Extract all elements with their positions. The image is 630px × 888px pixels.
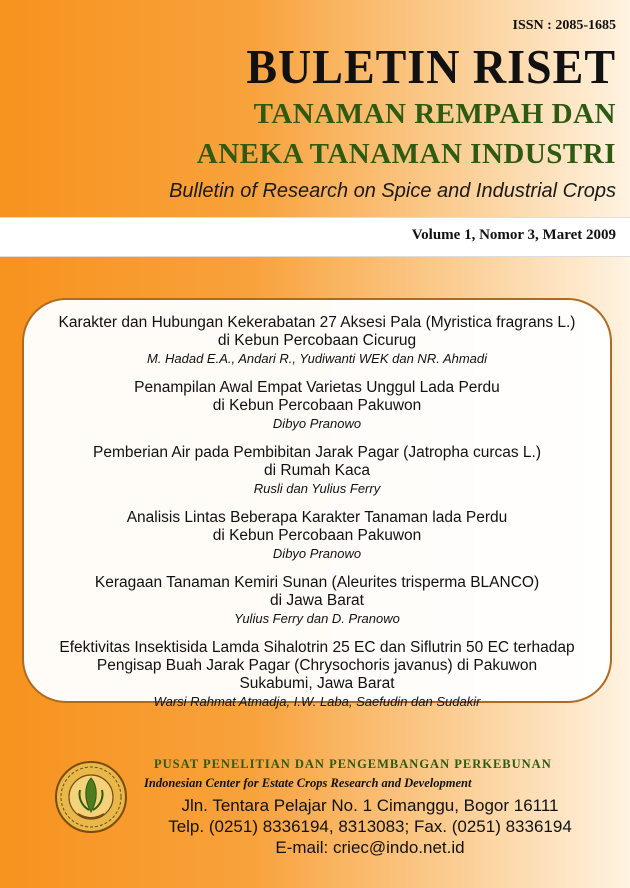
article-authors: Yulius Ferry dan D. Pranowo <box>234 611 400 626</box>
article-title-line: Karakter dan Hubungan Kekerabatan 27 Aksesi Pala (Myristica fragrans L.) <box>58 314 576 331</box>
article-title-line: di Rumah Kaca <box>264 462 370 479</box>
ministry-of-agriculture-emblem-icon <box>54 760 128 834</box>
journal-subtitle: Bulletin of Research on Spice and Industrial Crops <box>169 180 616 202</box>
article-title-line: Sukabumi, Jawa Barat <box>239 675 395 692</box>
organization-name: PUSAT PENELITIAN DAN PENGEMBANGAN PERKEBUNAN <box>154 757 552 771</box>
organization-address: Jln. Tentara Pelajar No. 1 Cimanggu, Bogor 16111 <box>181 796 559 815</box>
issn-label: ISSN : 2085-1685 <box>512 18 616 33</box>
article-title-line: di Kebun Percobaan Pakuwon <box>212 527 422 544</box>
organization-email: E-mail: criec@indo.net.id <box>275 838 465 857</box>
article-title-line: Pengisap Buah Jarak Pagar (Chrysochoris javanus) di Pakuwon <box>96 657 538 674</box>
article-title-line: Efektivitas Insektisida Lamda Sihalotrin 25 EC dan Siflutrin 50 EC terhadap <box>59 639 575 656</box>
organization-name-english: Indonesian Center for Estate Crops Research and Development <box>144 776 472 790</box>
article-title-line: Analisis Lintas Beberapa Karakter Tanaman lada Perdu <box>126 509 508 526</box>
journal-title-line2: TANAMAN REMPAH DAN <box>253 98 616 130</box>
article-title-line: di Kebun Percobaan Cicurug <box>217 332 417 349</box>
article-list <box>24 314 610 722</box>
article-title-line: Pemberian Air pada Pembibitan Jarak Pagar (Jatropha curcas L.) <box>92 444 541 461</box>
volume-band <box>0 217 630 257</box>
article-authors: Dibyo Pranowo <box>272 546 362 561</box>
table-of-contents <box>22 298 612 709</box>
article-authors: Dibyo Pranowo <box>272 416 362 431</box>
article-item <box>24 444 610 497</box>
article-item <box>24 509 610 562</box>
volume-info: Volume 1, Nomor 3, Maret 2009 <box>411 227 616 243</box>
article-item <box>24 314 610 367</box>
article-title-line: di Kebun Percobaan Pakuwon <box>212 397 422 414</box>
article-title-line: Keragaan Tanaman Kemiri Sunan (Aleurites trisperma BLANCO) <box>94 574 540 591</box>
article-item <box>24 574 610 627</box>
journal-title-line3: ANEKA TANAMAN INDUSTRI <box>196 138 616 170</box>
journal-title: BULETIN RISET <box>246 39 616 94</box>
article-title-line: Penampilan Awal Empat Varietas Unggul Lada Perdu <box>134 379 500 396</box>
organization-phone: Telp. (0251) 8336194, 8313083; Fax. (0251) 8336194 <box>168 817 572 836</box>
article-item <box>24 379 610 432</box>
article-title-line: di Jawa Barat <box>270 592 364 609</box>
article-authors: Warsi Rahmat Atmadja, I.W. Laba, Saefudin dan Sudakir <box>153 694 481 709</box>
article-authors: M. Hadad E.A., Andari R., Yudiwanti WEK dan NR. Ahmadi <box>146 351 488 366</box>
article-authors: Rusli dan Yulius Ferry <box>253 481 381 496</box>
article-item <box>24 639 610 710</box>
